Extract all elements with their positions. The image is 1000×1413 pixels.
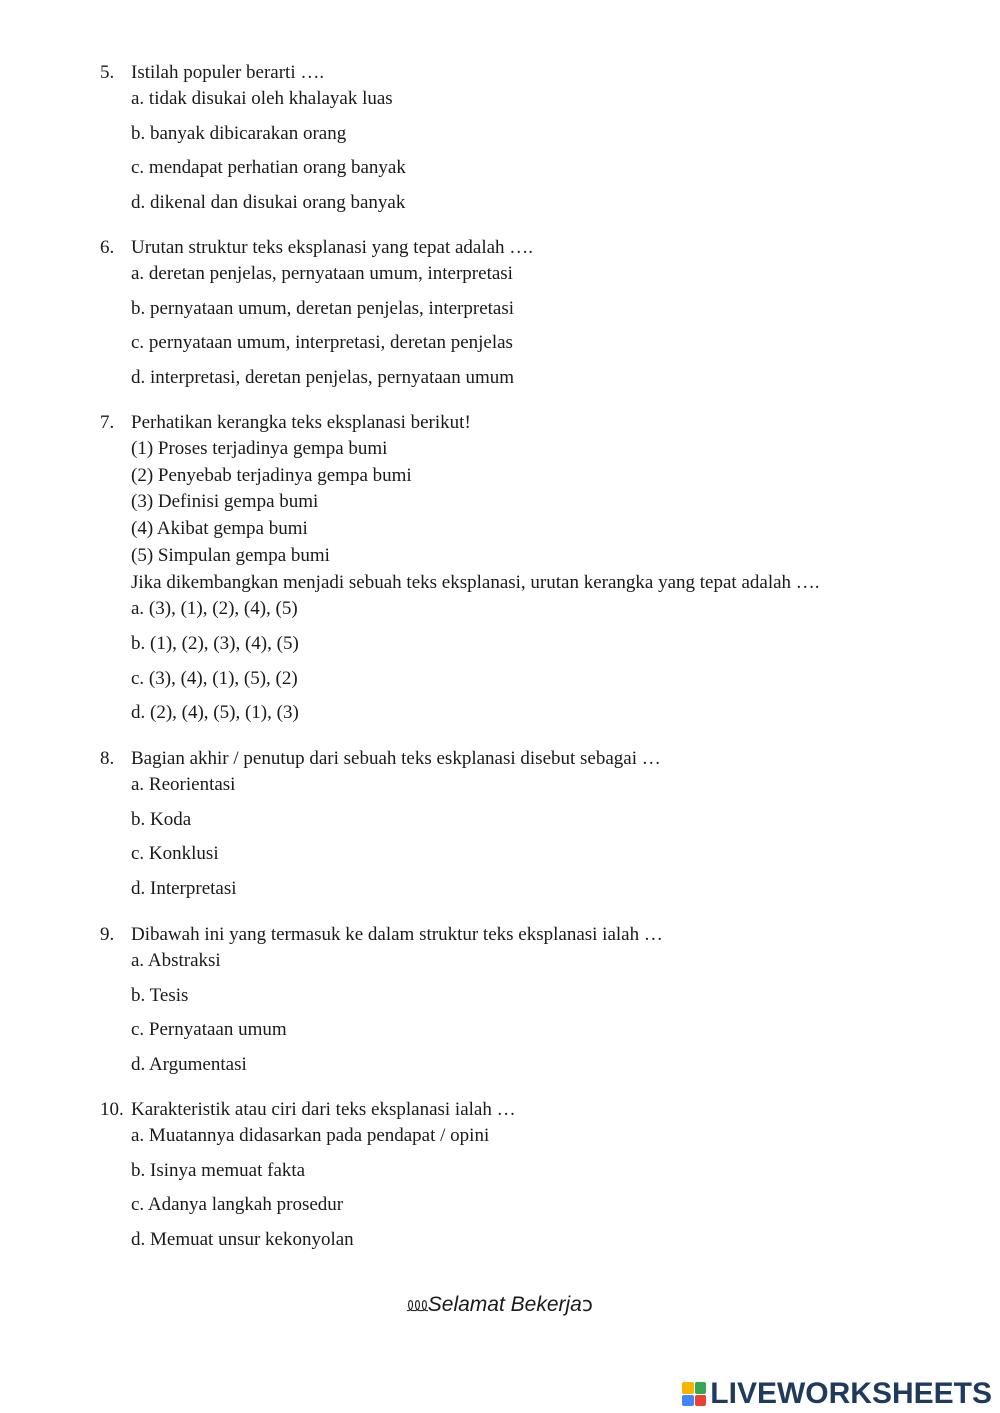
option-b: b. banyak dibicarakan orang [131, 122, 347, 144]
question-text: Dibawah ini yang termasuk ke dalam struktur teks eksplanasi ialah … [131, 924, 663, 945]
question-text: Bagian akhir / penutup dari sebuah teks eskplanasi disebut sebagai … [131, 748, 661, 769]
question-6 [100, 235, 970, 400]
question-number: 6. [100, 237, 115, 258]
option-b: b. Koda [131, 808, 192, 830]
option-a: a. deretan penjelas, pernyataan umum, interpretasi [131, 263, 513, 284]
outline-item: (3) Definisi gempa bumi [131, 491, 319, 513]
outline-item: (2) Penyebab terjadinya gempa bumi [131, 464, 412, 486]
question-text: Istilah populer berarti …. [131, 62, 325, 83]
ornament-left-icon: ⅏ [407, 1292, 428, 1316]
option-d: d. Interpretasi [131, 878, 237, 900]
question-text: Urutan struktur teks eksplanasi yang tepat adalah …. [131, 237, 534, 258]
question-number: 8. [100, 748, 115, 769]
option-b: b. Tesis [131, 984, 189, 1006]
closing-text: Selamat Bekerja [427, 1293, 582, 1316]
option-d: d. Memuat unsur kekonyolan [131, 1229, 354, 1251]
option-d: d. (2), (4), (5), (1), (3) [131, 702, 299, 724]
option-c: c. (3), (4), (1), (5), (2) [131, 667, 298, 689]
closing-message [0, 1290, 1000, 1317]
option-c: c. Adanya langkah prosedur [131, 1194, 344, 1216]
question-text: Karakteristik atau ciri dari teks eksplanasi ialah … [131, 1099, 516, 1120]
outline-item: (4) Akibat gempa bumi [131, 518, 308, 540]
liveworksheets-logo-icon [682, 1382, 706, 1406]
question-number: 5. [100, 62, 115, 83]
question-8 [100, 746, 970, 911]
option-c: c. Pernyataan umum [131, 1019, 287, 1041]
option-d: d. dikenal dan disukai orang banyak [131, 192, 406, 214]
option-d: d. interpretasi, deretan penjelas, pernyataan umum [131, 367, 515, 389]
ornament-right-icon: ↄ [581, 1292, 593, 1316]
option-c: c. pernyataan umum, interpretasi, deretan penjelas [131, 332, 513, 354]
option-a: a. (3), (1), (2), (4), (5) [131, 598, 298, 620]
question-number: 9. [100, 924, 115, 945]
question-text: Perhatikan kerangka teks eksplanasi berikut! [131, 412, 471, 433]
option-a: a. Abstraksi [131, 950, 221, 971]
question-10 [100, 1097, 970, 1262]
question-5 [100, 60, 970, 225]
option-a: a. tidak disukai oleh khalayak luas [131, 88, 393, 109]
option-d: d. Argumentasi [131, 1054, 247, 1076]
question-prompt: Jika dikembangkan menjadi sebuah teks eksplanasi, urutan kerangka yang tepat adalah …. [131, 571, 820, 593]
question-9 [100, 922, 970, 1087]
liveworksheets-brand[interactable] [682, 1378, 992, 1410]
option-a: a. Muatannya didasarkan pada pendapat / opini [131, 1125, 490, 1146]
option-b: b. pernyataan umum, deretan penjelas, interpretasi [131, 297, 515, 319]
option-c: c. Konklusi [131, 843, 219, 865]
outline-item: (5) Simpulan gempa bumi [131, 544, 330, 566]
question-number: 10. [100, 1099, 124, 1120]
option-b: b. Isinya memuat fakta [131, 1159, 306, 1181]
question-number: 7. [100, 412, 115, 433]
brand-name: LIVEWORKSHEETS [710, 1377, 992, 1410]
option-b: b. (1), (2), (3), (4), (5) [131, 632, 299, 654]
question-7 [100, 410, 970, 735]
outline-item: (1) Proses terjadinya gempa bumi [131, 438, 388, 459]
option-c: c. mendapat perhatian orang banyak [131, 157, 406, 179]
option-a: a. Reorientasi [131, 774, 236, 795]
